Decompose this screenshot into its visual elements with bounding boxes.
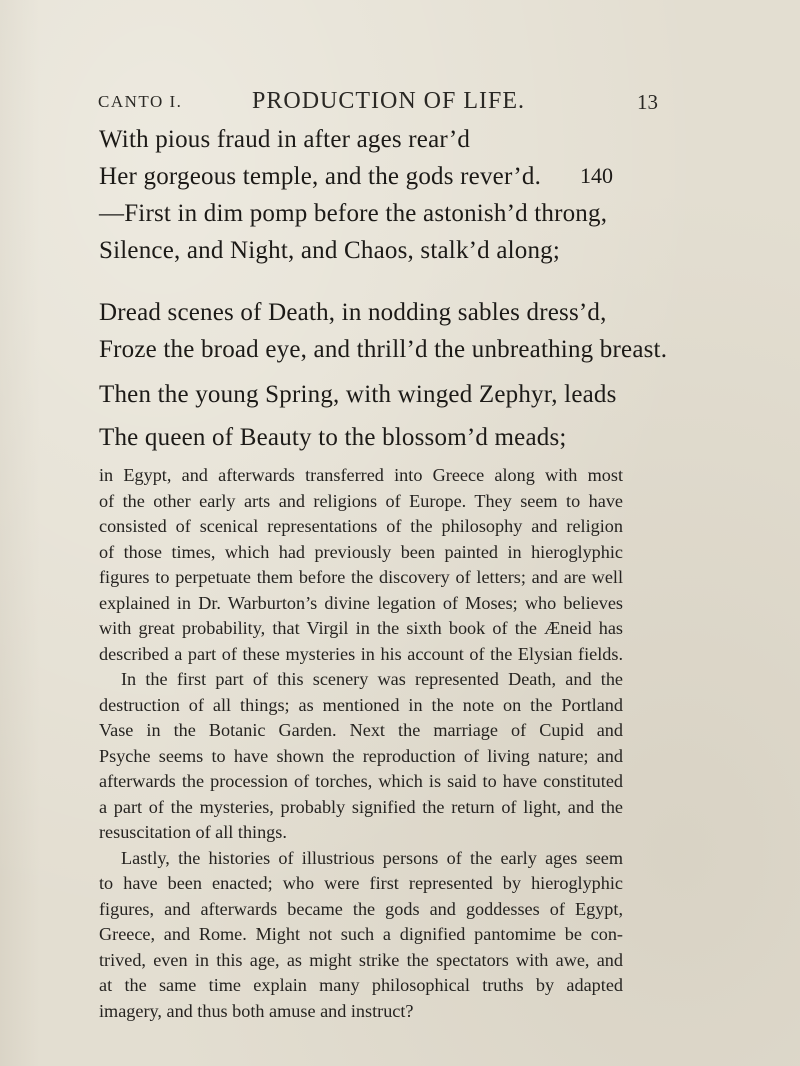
note-line: consisted of scenical representations of the philosophy and religion [99,516,623,536]
line-number: 140 [580,163,613,188]
canto-label: CANTO I. [98,92,183,111]
note-line: described a part of these mysteries in his account of the Elysian fields. [99,643,623,664]
note-line: with great probability, that Virgil in the sixth book of the Æneid has [99,618,623,638]
note-line: of the other early arts and religions of Europe. They seem to have [99,490,623,511]
note-line: destruction of all things; as mentioned in the note on the Portland [99,694,623,715]
note-line: Greece, and Rome. Might not such a dignified pantomime be con- [99,924,623,944]
note-line: figures, and afterwards became the gods and goddesses of Egypt, [99,898,623,919]
verse-line: Then the young Spring, with winged Zephyr, leads [99,381,617,408]
note-line: explained in Dr. Warburton’s divine legation of Moses; who believes [99,592,623,613]
page-number: 13 [637,90,658,114]
note-line: afterwards the procession of torches, which is said to have constituted [99,771,623,791]
verse-line: —First in dim pomp before the astonish’d throng, [99,200,608,227]
note-line: resuscitation of all things. [99,822,287,842]
note-line: figures to perpetuate them before the discovery of letters; and are well [99,567,623,587]
note-line: Lastly, the histories of illustrious persons of the early ages seem [121,847,623,868]
note-line: of those times, which had previously been painted in hieroglyphic [99,541,623,562]
note-line: Vase in the Botanic Garden. Next the marriage of Cupid and [99,720,623,740]
verse-line: With pious fraud in after ages rear’d [99,126,471,153]
verse-line: Froze the broad eye, and thrill’d the unbreathing breast. [99,336,668,363]
running-head [98,88,658,116]
note-line: in Egypt, and afterwards transferred into Greece along with most [99,465,623,485]
note-line: Psyche seems to have shown the reproduction of living nature; and [99,745,623,766]
note-line: imagery, and thus both amuse and instruct? [99,1000,414,1021]
verse-line: The queen of Beauty to the blossom’d meads; [99,424,567,451]
footnotes [99,463,623,1024]
note-line: at the same time explain many philosophical truths by adapted [99,975,623,995]
note-line: to have been enacted; who were first represented by hieroglyphic [99,873,623,893]
verse-line: Dread scenes of Death, in nodding sables dress’d, [99,299,607,326]
verse-line: Silence, and Night, and Chaos, stalk’d along; [99,237,561,264]
note-line: a part of the mysteries, probably signified the return of light, and the [99,796,623,817]
verse-line: Her gorgeous temple, and the gods rever’d. [99,163,542,190]
page-title: PRODUCTION OF LIFE. [252,88,526,114]
note-line: trived, even in this age, as might strike the spectators with awe, and [99,949,623,970]
note-line: In the first part of this scenery was represented Death, and the [121,669,623,689]
